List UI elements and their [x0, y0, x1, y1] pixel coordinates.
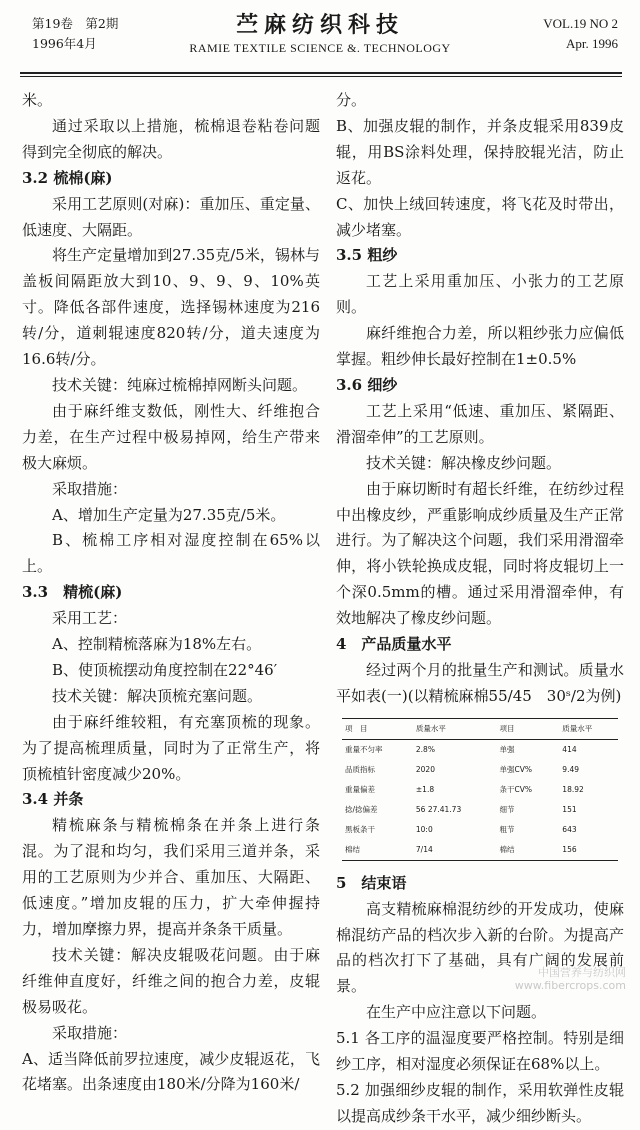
paragraph: 技术关键：解决皮辊吸花问题。由于麻纤维伸直度好，纤维之间的抱合力差，皮辊极易吸花。	[22, 945, 320, 1016]
section-heading: 5 结束语	[336, 873, 407, 892]
table-cell: 黑板条干	[345, 824, 375, 834]
table-row	[342, 780, 618, 800]
table-cell: 18.92	[562, 784, 584, 794]
section-heading: 3.3 精梳(麻)	[22, 583, 123, 602]
paragraph: 由于麻纤维支数低，刚性大、纤维抱合力差，在生产过程中极易掉网，给生产带来极大麻烦。	[22, 401, 320, 472]
quality-table	[342, 718, 618, 861]
watermark	[515, 966, 626, 992]
paragraph: A、增加生产定量为27.35克/5米。	[52, 505, 286, 524]
section-heading: 3.5 粗纱	[336, 246, 398, 265]
table-cell: 棉结	[497, 840, 560, 861]
table-cell: 56 27.41.73	[415, 804, 462, 814]
table-cell: 156	[559, 840, 618, 861]
right-column-body-bottom	[336, 871, 624, 1130]
table-cell: 单强CV%	[499, 764, 533, 774]
watermark-line1: 中国营养与纺织网	[538, 966, 626, 979]
paragraph: 5.2 加强细纱皮辊的制作，采用软弹性皮辊以提高成纱条干水平，减少细纱断头。	[336, 1081, 624, 1125]
paragraph: 在生产中应注意以下问题。	[366, 1003, 547, 1022]
date-en: Apr. 1996	[566, 36, 618, 51]
paragraph: 采取措施：	[52, 479, 128, 498]
table-header-cell: 质量水平	[413, 718, 497, 739]
table-row	[342, 760, 618, 780]
table-row	[342, 840, 618, 861]
header-rule-thin	[20, 76, 622, 77]
table-cell: 2020	[415, 764, 435, 774]
paragraph: C、加快上绒回转速度，将飞花及时带出，减少堵塞。	[336, 194, 624, 239]
page-header	[0, 0, 640, 78]
table-cell: 品质指标	[345, 764, 375, 774]
table-cell: 重量偏差	[345, 784, 375, 794]
table-cell: 2.8%	[415, 744, 435, 754]
table-cell: 粗节	[499, 824, 515, 834]
paragraph: 由于麻切断时有超长纤维，在纺纱过程中出橡皮纱，严重影响成纱质量及生产正常进行。为了解决这个问题，我们采用滑溜牵伸，将小铁轮换成皮辊，同时将皮辊切上一个深0.5mm的槽。通过采用滑溜牵伸，有效地解决了橡皮纱问题。	[336, 479, 624, 628]
paragraph: 由于麻纤维较粗，有充塞顶梳的现象。为了提高梳理质量，同时为了正常生产，将顶梳植针密度减少20%。	[22, 712, 320, 783]
table-cell: 细节	[499, 804, 515, 814]
table-row	[342, 820, 618, 840]
paragraph: 米。	[22, 91, 53, 109]
paragraph: 技术关键：解决顶梳充塞问题。	[52, 686, 263, 705]
paragraph: 采取措施：	[52, 1023, 128, 1042]
right-column-body-top	[336, 88, 624, 710]
table-cell: ±1.8	[415, 784, 435, 794]
paragraph: 高支精梳麻棉混纺纱的开发成功，使麻棉混纺产品的档次步入新的台阶。为提高产品的档次打下了基础，具有广阔的发展前景。	[336, 899, 624, 996]
table-header-cell: 项 目	[342, 718, 413, 739]
paragraph: A、适当降低前罗拉速度，减少皮辊返花，飞花堵塞。出条速度由180米/分降为160米/	[22, 1049, 320, 1094]
paragraph: 麻纤维抱合力差，所以粗纱张力应偏低掌握。粗纱伸长最好控制在1±0.5%	[336, 324, 624, 369]
paragraph: B、加强皮辊的制作，并条皮辊采用839皮辊，用BS涂料处理，保持胶辊光洁，防止返花。	[336, 116, 624, 187]
volume-issue-en: VOL.19 NO 2	[543, 16, 618, 31]
section-heading: 3.4 并条	[22, 790, 84, 809]
date-cn: 1996年4月	[32, 36, 97, 51]
paragraph: 技术关键：纯麻过梳棉掉网断头问题。	[52, 375, 308, 394]
paragraph: 工艺上采用“低速、重加压、紧隔距、滑溜牵伸”的工艺原则。	[336, 401, 624, 446]
section-heading: 4 产品质量水平	[336, 635, 452, 654]
paragraph: B、使顶梳摆动角度控制在22°46′	[52, 660, 278, 679]
paragraph: 工艺上采用重加压、小张力的工艺原则。	[336, 272, 624, 317]
table-cell: 9.49	[562, 764, 579, 774]
table-row	[342, 800, 618, 820]
section-heading: 3.2 梳棉(麻)	[22, 168, 113, 187]
header-rule	[20, 72, 622, 74]
table-header-cell: 项目	[497, 718, 560, 739]
left-column-body	[22, 88, 320, 1098]
paragraph: A、控制精梳落麻为18%左右。	[52, 635, 262, 654]
table-cell: 414	[562, 744, 577, 754]
paragraph: B、梳棉工序相对湿度控制在65%以上。	[22, 531, 320, 576]
header-right	[543, 14, 618, 54]
table-row	[342, 739, 618, 760]
table-cell: 重量不匀率	[345, 744, 383, 754]
table-cell: 捻/捻偏差	[345, 804, 378, 814]
left-column	[22, 88, 320, 1098]
table-body	[342, 739, 618, 860]
table-cell: 151	[562, 804, 577, 814]
paragraph: 精梳麻条与精梳棉条在并条上进行条混。为了混和均匀，我们采用三道并条，采用的工艺原则为少并合、重加压、大隔距、低速度。”增加皮辊的压力，扩大牵伸握持力，增加摩擦力界，提高并条条干质量。	[22, 816, 320, 938]
paragraph: 技术关键：解决橡皮纱问题。	[366, 453, 562, 472]
table-cell: 棉结	[342, 840, 413, 861]
paragraph: 采用工艺原则(对麻)：重加压、重定量、低速度、大隔距。	[22, 194, 320, 239]
table-cell: 条干CV%	[499, 784, 533, 794]
paragraph: 分。	[336, 91, 367, 109]
paragraph: 通过采取以上措施，梳棉退卷粘卷问题得到完全彻底的解决。	[22, 116, 320, 161]
watermark-line2: www.fibercrops.com	[514, 979, 626, 992]
table-cell: 7/14	[413, 840, 497, 861]
table-cell: 10:0	[415, 824, 433, 834]
section-heading: 3.6 细纱	[336, 375, 398, 394]
paragraph: 经过两个月的批量生产和测试。质量水平如表(一)(以精梳麻棉55/45 30ˢ/2为例)	[336, 660, 624, 705]
volume-issue-cn: 第19卷 第2期	[32, 16, 119, 31]
table-cell: 单强	[499, 744, 515, 754]
table-header-cell: 质量水平	[559, 718, 618, 739]
table-header-row	[342, 718, 618, 739]
journal-title-cn: 苎麻纺织科技	[235, 12, 404, 38]
paragraph: 采用工艺：	[52, 609, 128, 628]
journal-title-en: RAMIE TEXTILE SCIENCE &. TECHNOLOGY	[189, 41, 451, 55]
paragraph: 将生产定量增加到27.35克/5米，锡林与盖板间隔距放大到10、9、9、9、10%英寸。降低各部件速度，选择锡林速度为216转/分，道刺辊速度820转/分，道夫速度为16.6转/分。	[22, 246, 320, 369]
paragraph: 5.1 各工序的温湿度要严格控制。特别是细纱工序，相对湿度必须保证在68%以上。	[336, 1029, 624, 1074]
table-cell: 643	[562, 824, 577, 834]
